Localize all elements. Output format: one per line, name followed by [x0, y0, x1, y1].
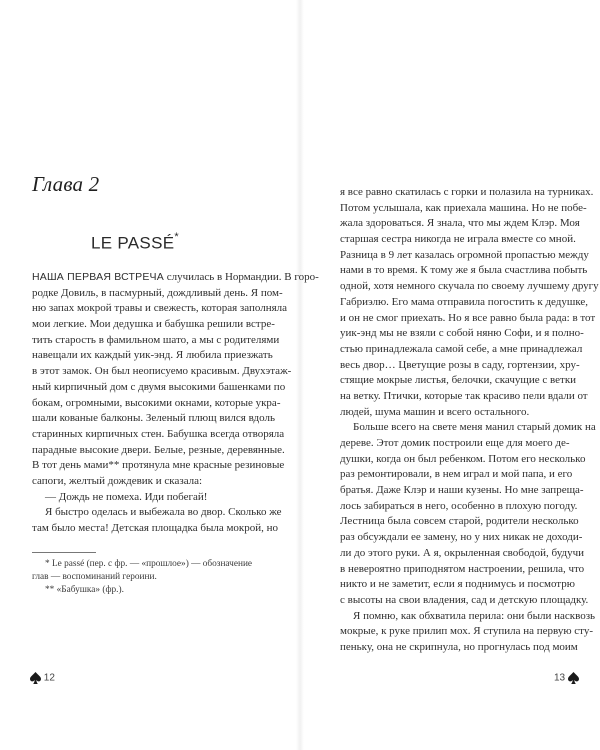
lead-in: НАША ПЕРВАЯ ВСТРЕЧА [32, 271, 164, 283]
text-line: мокрые, к руке прилип мох. Я ступила на первую сту- [340, 625, 594, 638]
right-folio [554, 672, 579, 684]
text-line: там было места! Детская площадка была мокрой, но [32, 522, 279, 534]
text-line: нами в то время. К тому же я была счастлива побыть [340, 264, 588, 277]
text-line: пеньку, она не скрипнула, но прогнулась под моим [340, 640, 578, 653]
text-line: мои легкие. Мои дедушка и бабушка решили встре- [32, 318, 275, 331]
text-line: шали кованые балконы. Зеленый плющ вился вдоль [32, 412, 275, 425]
paragraph-start: Я быстро оделась и выбежала во двор. Сколько же [45, 506, 282, 519]
text-line: В тот день мами** протянула мне красные резиновые [32, 459, 285, 472]
text-line: Лестница была совсем старой, родители несколько [340, 515, 579, 528]
first-line [32, 270, 319, 286]
text-line: парадные высокие двери. Белые, резные, деревянные. [32, 443, 285, 456]
text-line: ли до этого руки. А я, окрыленная свободой, будучи [340, 546, 585, 559]
text-line: старшая сестра никогда не играла вместе со мной. [340, 233, 576, 246]
text-line: и он не смог приехать. Но я все равно была рада: в тот [340, 311, 596, 324]
spade-icon [30, 672, 41, 684]
spade-icon [568, 672, 579, 684]
dialogue-line: — Дождь не помеха. Иди побегай! [45, 490, 208, 503]
text-line: родке Довиль, в пасмурный, дождливый день. Я пом- [32, 286, 283, 299]
section-footnote-mark: * [174, 231, 179, 243]
text-line: братья. Даже Клэр и наши кузены. Но мне запреща- [340, 484, 584, 497]
text-line: на ветку. Птички, которые так красиво пели вдали от [340, 389, 588, 402]
page-number-right: 13 [554, 672, 566, 684]
footnote-line: * Le passé (пер. с фр. — «прошлое») — обозначение [45, 559, 253, 569]
text-line: тить старость в фамильном шато, а мы с родителями [32, 333, 280, 346]
text-line: ню запах мокрой травы и свежесть, которая заполняла [32, 302, 288, 315]
text-line: с высоты на свои владения, сад и детскую площадку. [340, 593, 589, 606]
text-line: весь двор… Цветущие розы в саду, гортензии, хру- [340, 358, 580, 371]
chapter-title: Глава 2 [32, 172, 100, 196]
footnote-line: глав — воспоминаний героини. [32, 572, 157, 583]
text-line: старинных кирпичных стен. Бабушка всегда отворяла [32, 427, 285, 440]
footnote-line: ** «Бабушка» (фр.). [45, 585, 124, 596]
section-title [91, 233, 179, 254]
text-line: в этот замок. Он был неописуемо красивым. Двухэтаж- [32, 365, 292, 378]
text-line: сапоги, желтый дождевик и сказала: [32, 474, 203, 487]
text-line: уик-энд мы не взяли с собой няню Софи, и я полно- [340, 327, 584, 340]
paragraph-start: Я помню, как обхватила перила: они были насквозь [353, 609, 596, 622]
text-line: раз ремонтировали, в нем играл и мой папа, и его [340, 468, 573, 481]
text-line: душки, когда он был ребенком. Потом его несколько [340, 452, 586, 465]
text-line: в невероятно приподнятом настроении, решила, что [340, 562, 585, 575]
text-line: жала здороваться. Я знала, что мы ждем Клэр. Моя [340, 217, 580, 230]
right-body-text [340, 185, 599, 656]
footnotes [32, 558, 272, 598]
text-line: навещали их каждый уик-энд. Я любила приезжать [32, 349, 273, 362]
text-line: Габриэлю. Его мама отправила погостить к дедушке, [340, 295, 589, 308]
text-line: раз обсуждали ее замену, но у них никак не доходи- [340, 531, 583, 544]
text-line: одной, хотя немного скучала по своему лучшему другу [340, 280, 599, 293]
left-folio [30, 672, 55, 684]
page-number-left: 12 [43, 672, 55, 684]
text-line: Разница в 9 лет казалась огромной пропастью между [340, 248, 589, 261]
text-line: никто и не заметит, если я поднимусь и посмотрю [340, 578, 575, 591]
text-line: людей, шума машин и всего остального. [340, 405, 530, 418]
text-line: бокам, огромными, высокими окнами, которые укра- [32, 396, 281, 409]
paragraph-start: Больше всего на свете меня манил старый домик на [353, 421, 596, 434]
text-line: лось забираться в него, особенно в плохую погоду. [340, 499, 578, 512]
text-line: стью принадлежала самой себе, а мне принадлежал [340, 342, 583, 355]
footnote-rule [32, 552, 96, 553]
first-line-rest: случилась в Нормандии. В горо- [163, 271, 319, 283]
left-body-text [32, 270, 319, 537]
text-line: ный кирпичный дом с двумя высокими башенками по [32, 380, 286, 393]
text-line: дереве. Этот домик построили еще для моего де- [340, 437, 570, 449]
section-title-text: LE PASSÉ [91, 233, 175, 253]
text-line: я все равно скатилась с горки и полазила на турниках. [340, 186, 594, 198]
text-line: Потом услышала, как приехала машина. Но не побе- [340, 201, 587, 214]
text-line: стящие мокрые листья, белочки, скачущие с ветки [340, 374, 577, 387]
